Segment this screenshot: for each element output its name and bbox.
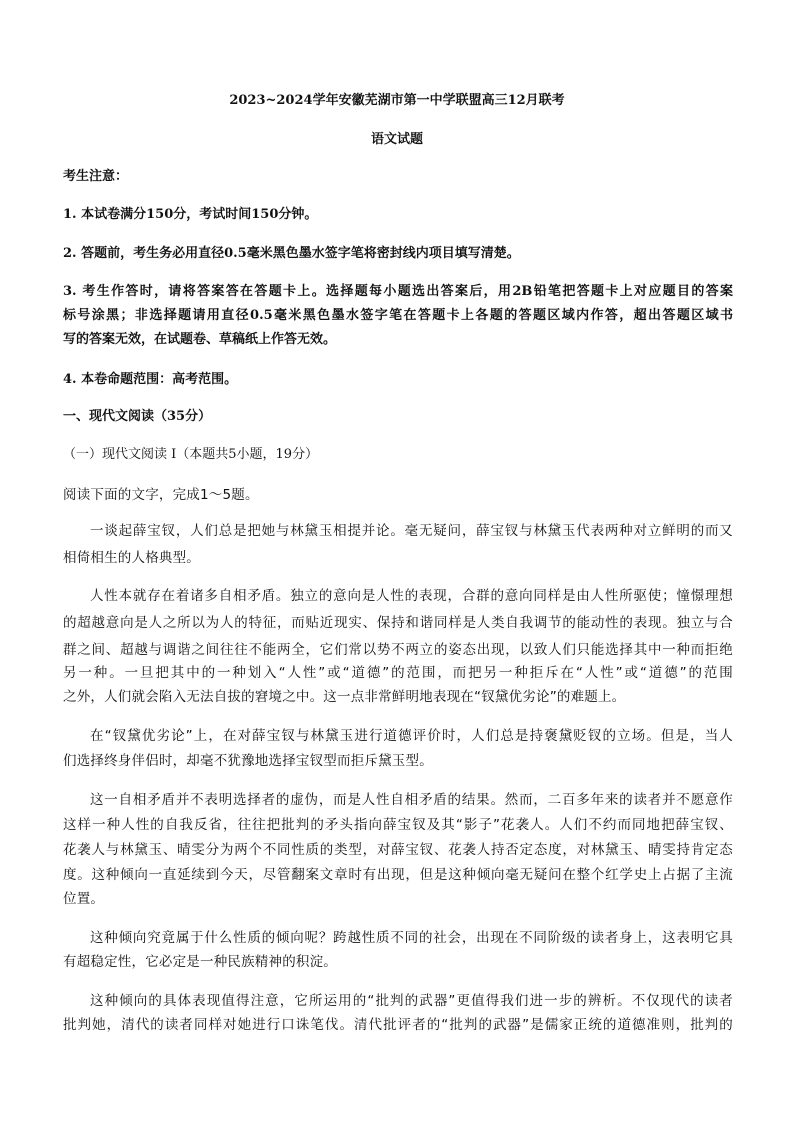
- passage-p4-line-5: 位置。: [63, 891, 105, 907]
- reading-instruction: 阅读下面的文字，完成1～5题。: [63, 487, 259, 503]
- passage-p2-line-2: 的超越意向是人之所以为人的特征，而贴近现实、保持和谐同样是人类自我调节的能动性的表现。独立与合: [63, 615, 733, 631]
- notice-heading: 考生注意：: [63, 169, 129, 184]
- passage-p2-line-4: 另一种。一旦把其中的一种划入“人性”或“道德”的范围，而把另一种拒斥在“人性”或“道德”的范围: [63, 665, 733, 681]
- passage-p4-line-2: 这样一种人性的自我反省，往往把批判的矛头指向薛宝钗及其“影子”花袭人。人们不约而同地把薛宝钗、: [63, 817, 733, 833]
- passage-p6-line-2: 批判她，清代的读者同样对她进行口诛笔伐。清代批评者的“批判的武器”是儒家正统的道德准则，批判的: [63, 1017, 733, 1033]
- passage-p1-line-2: 相倚相生的人格典型。: [63, 550, 200, 566]
- passage-p4-line-3: 花袭人与林黛玉、晴雯分为两个不同性质的类型，对薛宝钗、花袭人持否定态度，对林黛玉、晴雯持肯定态: [63, 842, 733, 858]
- notice-item-3-line-1: 3. 考生作答时，请将答案答在答题卡上。选择题每小题选出答案后，用2B铅笔把答题卡上对应题目的答案: [63, 284, 733, 299]
- notice-item-1: 1. 本试卷满分150分，考试时间150分钟。: [63, 207, 318, 222]
- passage-p3-line-2: 们选择终身伴侣时，却毫不犹豫地选择宝钗型而拒斥黛玉型。: [63, 753, 433, 769]
- passage-p2-line-1: 人性本就存在着诸多自相矛盾。独立的意向是人性的表现，合群的意向同样是由人性所驱使；憧憬理想: [90, 588, 733, 604]
- notice-item-2: 2. 答题前，考生务必用直径0.5毫米黑色墨水签字笔将密封线内项目填写清楚。: [63, 246, 520, 261]
- passage-p5-line-1: 这种倾向究竟属于什么性质的倾向呢？跨越性质不同的社会，出现在不同阶级的读者身上，这表明它具: [90, 930, 733, 946]
- passage-p4-line-1: 这一自相矛盾并不表明选择者的虚伪，而是人性自相矛盾的结果。然而，二百多年来的读者并不愿意作: [90, 792, 733, 808]
- section-heading: 一、现代文阅读（35分）: [63, 409, 212, 424]
- passage-p4-line-4: 度。这种倾向一直延续到今天，尽管翻案文章时有出现，但是这种倾向毫无疑问在整个红学史上占据了主流: [63, 867, 733, 883]
- passage-p5-line-2: 有超稳定性，它必定是一种民族精神的积淀。: [63, 954, 337, 970]
- notice-item-4: 4. 本卷命题范围：高考范围。: [63, 372, 238, 387]
- notice-item-3-line-2: 标号涂黑；非选择题请用直径0.5毫米黑色墨水签字笔在答题卡上各题的答题区域内作答，超出答题区域书: [63, 308, 733, 323]
- passage-p2-line-5: 之外，人们就会陷入无法自拔的窘境之中。这一点非常鲜明地表现在“钗黛优劣论”的难题上。: [63, 689, 626, 705]
- exam-title: 2023~2024学年安徽芜湖市第一中学联盟高三12月联考: [229, 93, 565, 108]
- notice-item-3-line-3: 写的答案无效，在试题卷、草稿纸上作答无效。: [63, 332, 337, 347]
- passage-p1-line-1: 一谈起薛宝钗，人们总是把她与林黛玉相提并论。毫无疑问，薛宝钗与林黛玉代表两种对立鲜明的而又: [90, 523, 733, 539]
- section-subheading: （一）现代文阅读 I（本题共5小题，19分）: [63, 447, 319, 462]
- passage-p3-line-1: 在“钗黛优劣论”上，在对薛宝钗与林黛玉进行道德评价时，人们总是持褒黛贬钗的立场。但是，当人: [90, 728, 733, 744]
- passage-p2-line-3: 群之间、超越与调谐之间往往不能两全，它们常以势不两立的姿态出现，以致人们只能选择其中一种而拒绝: [63, 642, 733, 658]
- passage-p6-line-1: 这种倾向的具体表现值得注意，它所运用的“批判的武器”更值得我们进一步的辨析。不仅现代的读者: [90, 993, 733, 1009]
- exam-subtitle: 语文试题: [370, 132, 423, 147]
